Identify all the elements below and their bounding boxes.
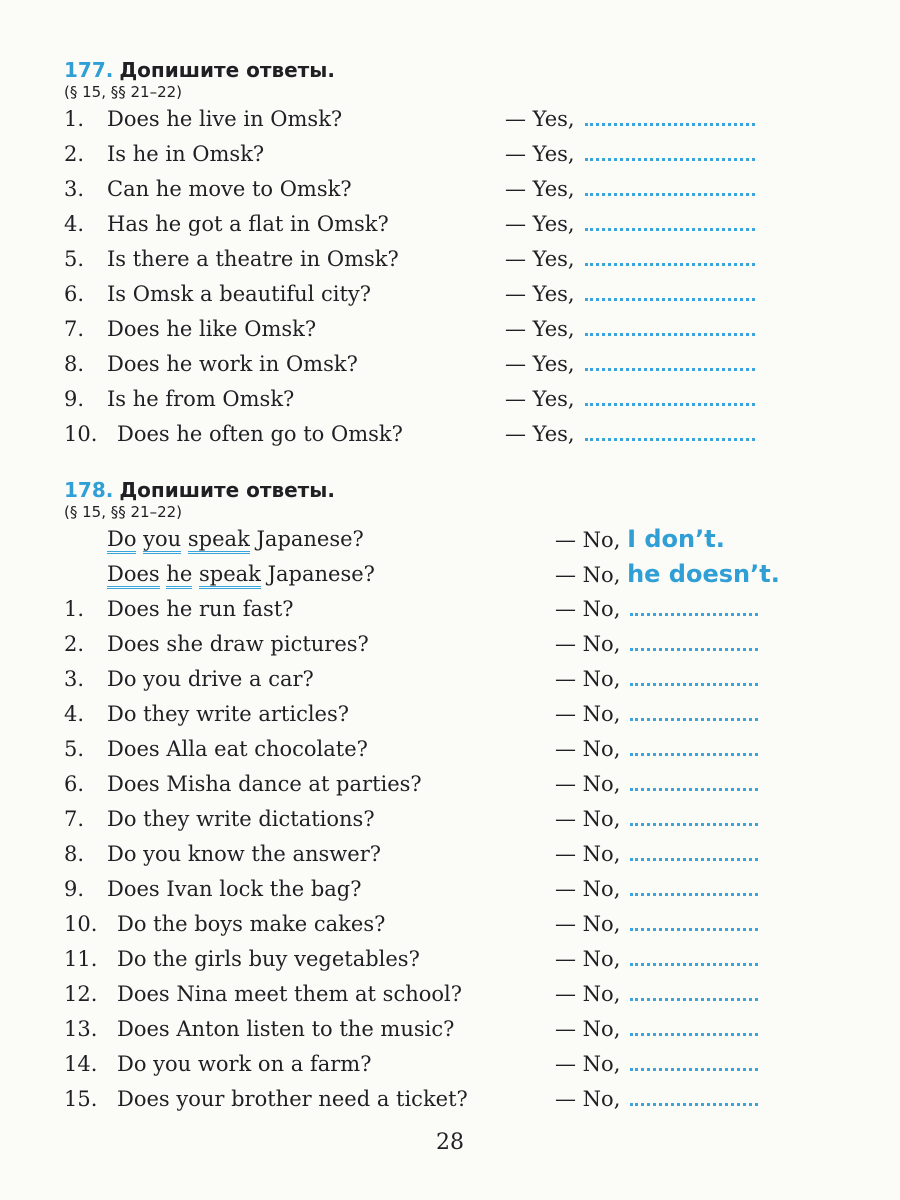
item-number: 10.	[64, 422, 98, 446]
answer-line	[64, 837, 844, 872]
answer-cell	[505, 347, 755, 382]
question-text: Does your brother need a ticket?	[117, 1087, 468, 1111]
answer-blank[interactable]	[630, 1054, 758, 1071]
answer-line	[64, 242, 844, 277]
answer-cell	[505, 242, 755, 277]
example-word: Japanese?	[256, 527, 364, 551]
answer-line	[64, 207, 844, 242]
example-word: Does	[107, 562, 160, 589]
question-text: Do you work on a farm?	[117, 1052, 372, 1076]
page-number: 28	[436, 1130, 464, 1155]
exercise-177-list	[64, 102, 844, 452]
item-number: 3.	[64, 667, 85, 691]
answer-prefix: — No,	[555, 807, 621, 831]
answer-cell	[555, 837, 758, 872]
answer-line	[64, 592, 844, 627]
answer-prefix: — No,	[555, 877, 621, 901]
question-text: Does he often go to Omsk?	[117, 422, 403, 446]
question-text: Does he like Omsk?	[107, 317, 317, 341]
answer-cell	[555, 942, 758, 977]
answer-line	[64, 137, 844, 172]
item-number: 4.	[64, 212, 85, 236]
handwritten-word: I	[627, 525, 636, 553]
example-word: he	[166, 562, 192, 589]
item-number: 13.	[64, 1017, 98, 1041]
question-text: Does Alla eat chocolate?	[107, 737, 368, 761]
item-number: 1.	[64, 597, 85, 621]
answer-cell	[555, 627, 758, 662]
answer-cell	[555, 592, 758, 627]
question-text: Do you know the answer?	[107, 842, 381, 866]
handwritten-period: .	[715, 525, 725, 553]
answer-blank[interactable]	[585, 284, 755, 301]
exercise-178-number: 178.	[64, 478, 114, 502]
exercise-178-list	[64, 592, 844, 1117]
answer-blank[interactable]	[630, 669, 758, 686]
exercise-178	[64, 478, 844, 1117]
answer-cell	[555, 662, 758, 697]
answer-blank[interactable]	[585, 109, 755, 126]
question-text: Do the girls buy vegetables?	[117, 947, 420, 971]
example-question-2	[107, 557, 375, 592]
answer-prefix: — No,	[555, 1052, 621, 1076]
item-number: 14.	[64, 1052, 98, 1076]
answer-line	[64, 417, 844, 452]
exercise-178-reference: (§ 15, §§ 21–22)	[64, 503, 183, 521]
answer-prefix: — Yes,	[505, 212, 575, 236]
answer-blank[interactable]	[630, 879, 758, 896]
answer-line	[64, 347, 844, 382]
answer-blank[interactable]	[585, 179, 755, 196]
answer-cell	[555, 767, 758, 802]
question-text: Does Misha dance at parties?	[107, 772, 422, 796]
answer-line	[64, 662, 844, 697]
question-text: Do you drive a car?	[107, 667, 314, 691]
answer-prefix: — Yes,	[505, 247, 575, 271]
exercise-177-number: 177.	[64, 58, 114, 82]
answer-blank[interactable]	[630, 949, 758, 966]
exercise-178-heading	[64, 478, 844, 502]
answer-cell	[555, 1047, 758, 1082]
answer-cell	[555, 1082, 758, 1117]
answer-line	[64, 872, 844, 907]
exercise-178-title: Допишите ответы.	[119, 478, 335, 502]
answer-cell	[505, 102, 755, 137]
answer-prefix: — No,	[555, 667, 621, 691]
answer-cell	[505, 312, 755, 347]
answer-line	[64, 312, 844, 347]
answer-prefix: — Yes,	[505, 352, 575, 376]
answer-line	[64, 907, 844, 942]
answer-prefix: — No,	[555, 947, 621, 971]
exercise-177-title: Допишите ответы.	[119, 58, 335, 82]
answer-cell	[555, 1012, 758, 1047]
exercise-177-heading	[64, 58, 844, 82]
question-text: Does he run fast?	[107, 597, 294, 621]
answer-prefix: — No,	[555, 982, 621, 1006]
question-text: Does Nina meet them at school?	[117, 982, 462, 1006]
handwritten-word: doesn’t	[668, 560, 771, 588]
example-answer-1	[555, 522, 725, 558]
answer-blank[interactable]	[630, 739, 758, 756]
answer-blank[interactable]	[630, 634, 758, 651]
answer-blank[interactable]	[585, 354, 755, 371]
handwritten-word: don’t	[644, 525, 716, 553]
example-word: you	[143, 527, 181, 554]
answer-blank[interactable]	[630, 984, 758, 1001]
question-text: Does Ivan lock the bag?	[107, 877, 362, 901]
item-number: 8.	[64, 842, 85, 866]
item-number: 5.	[64, 247, 85, 271]
answer-blank[interactable]	[585, 424, 755, 441]
example-word: Do	[107, 527, 136, 554]
item-number: 9.	[64, 877, 85, 901]
item-number: 7.	[64, 807, 85, 831]
answer-cell	[505, 172, 755, 207]
answer-prefix: — Yes,	[505, 422, 575, 446]
item-number: 2.	[64, 142, 85, 166]
answer-blank[interactable]	[630, 599, 758, 616]
item-number: 4.	[64, 702, 85, 726]
answer-prefix: — No,	[555, 772, 621, 796]
answer-prefix: — Yes,	[505, 107, 575, 131]
exercise-177-reference: (§ 15, §§ 21–22)	[64, 83, 183, 101]
answer-line	[64, 942, 844, 977]
answer-line	[64, 767, 844, 802]
example-row-1	[64, 522, 844, 557]
answer-blank[interactable]	[630, 809, 758, 826]
question-text: Is there a theatre in Omsk?	[107, 247, 399, 271]
answer-blank[interactable]	[630, 774, 758, 791]
answer-line	[64, 977, 844, 1012]
answer-line	[64, 382, 844, 417]
item-number: 3.	[64, 177, 85, 201]
answer-line	[64, 697, 844, 732]
handwritten-answer	[627, 560, 780, 588]
answer-prefix: — Yes,	[505, 142, 575, 166]
answer-prefix: — No,	[555, 1017, 621, 1041]
answer-cell	[505, 207, 755, 242]
example-word: speak	[199, 562, 261, 589]
answer-prefix: — Yes,	[505, 317, 575, 341]
answer-prefix: — No,	[555, 1087, 621, 1111]
answer-prefix: — No,	[555, 912, 621, 936]
answer-line	[64, 627, 844, 662]
answer-blank[interactable]	[585, 389, 755, 406]
item-number: 7.	[64, 317, 85, 341]
answer-prefix: — No,	[555, 528, 621, 552]
example-answer-2	[555, 557, 780, 593]
answer-blank[interactable]	[630, 1089, 758, 1106]
answer-prefix: — No,	[555, 563, 621, 587]
answer-cell	[555, 977, 758, 1012]
question-text: Is he from Omsk?	[107, 387, 295, 411]
question-text: Do they write articles?	[107, 702, 350, 726]
answer-line	[64, 732, 844, 767]
answer-line	[64, 277, 844, 312]
item-number: 15.	[64, 1087, 98, 1111]
answer-cell	[505, 277, 755, 312]
item-number: 6.	[64, 772, 85, 796]
answer-prefix: — No,	[555, 842, 621, 866]
question-text: Does he work in Omsk?	[107, 352, 358, 376]
answer-line	[64, 1047, 844, 1082]
exercise-177	[64, 58, 844, 452]
item-number: 10.	[64, 912, 98, 936]
answer-blank[interactable]	[585, 144, 755, 161]
answer-prefix: — No,	[555, 632, 621, 656]
question-text: Has he got a flat in Omsk?	[107, 212, 389, 236]
answer-line	[64, 802, 844, 837]
answer-cell	[505, 137, 755, 172]
answer-cell	[555, 907, 758, 942]
example-word: Japanese?	[267, 562, 375, 586]
answer-prefix: — No,	[555, 737, 621, 761]
question-text: Does Anton listen to the music?	[117, 1017, 455, 1041]
answer-prefix: — Yes,	[505, 177, 575, 201]
item-number: 6.	[64, 282, 85, 306]
answer-line	[64, 102, 844, 137]
answer-line	[64, 1082, 844, 1117]
question-text: Do they write dictations?	[107, 807, 375, 831]
item-number: 11.	[64, 947, 98, 971]
example-row-2	[64, 557, 844, 592]
answer-blank[interactable]	[630, 704, 758, 721]
question-text: Can he move to Omsk?	[107, 177, 352, 201]
answer-prefix: — Yes,	[505, 282, 575, 306]
answer-prefix: — No,	[555, 702, 621, 726]
item-number: 9.	[64, 387, 85, 411]
answer-cell	[555, 872, 758, 907]
answer-cell	[555, 732, 758, 767]
item-number: 5.	[64, 737, 85, 761]
item-number: 12.	[64, 982, 98, 1006]
answer-line	[64, 172, 844, 207]
handwritten-period: .	[770, 560, 780, 588]
item-number: 8.	[64, 352, 85, 376]
answer-cell	[505, 382, 755, 417]
item-number: 1.	[64, 107, 85, 131]
answer-cell	[555, 697, 758, 732]
question-text: Do the boys make cakes?	[117, 912, 386, 936]
question-text: Does she draw pictures?	[107, 632, 369, 656]
item-number: 2.	[64, 632, 85, 656]
answer-cell	[555, 802, 758, 837]
question-text: Is Omsk a beautiful city?	[107, 282, 372, 306]
answer-blank[interactable]	[585, 319, 755, 336]
answer-blank[interactable]	[585, 249, 755, 266]
answer-prefix: — No,	[555, 597, 621, 621]
question-text: Is he in Omsk?	[107, 142, 265, 166]
answer-blank[interactable]	[585, 214, 755, 231]
answer-prefix: — Yes,	[505, 387, 575, 411]
handwritten-word: he	[627, 560, 661, 588]
example-word: speak	[188, 527, 250, 554]
question-text: Does he live in Omsk?	[107, 107, 343, 131]
example-question-1	[107, 522, 364, 557]
answer-blank[interactable]	[630, 914, 758, 931]
handwritten-answer	[627, 525, 725, 553]
answer-cell	[505, 417, 755, 452]
answer-blank[interactable]	[630, 844, 758, 861]
answer-line	[64, 1012, 844, 1047]
answer-blank[interactable]	[630, 1019, 758, 1036]
